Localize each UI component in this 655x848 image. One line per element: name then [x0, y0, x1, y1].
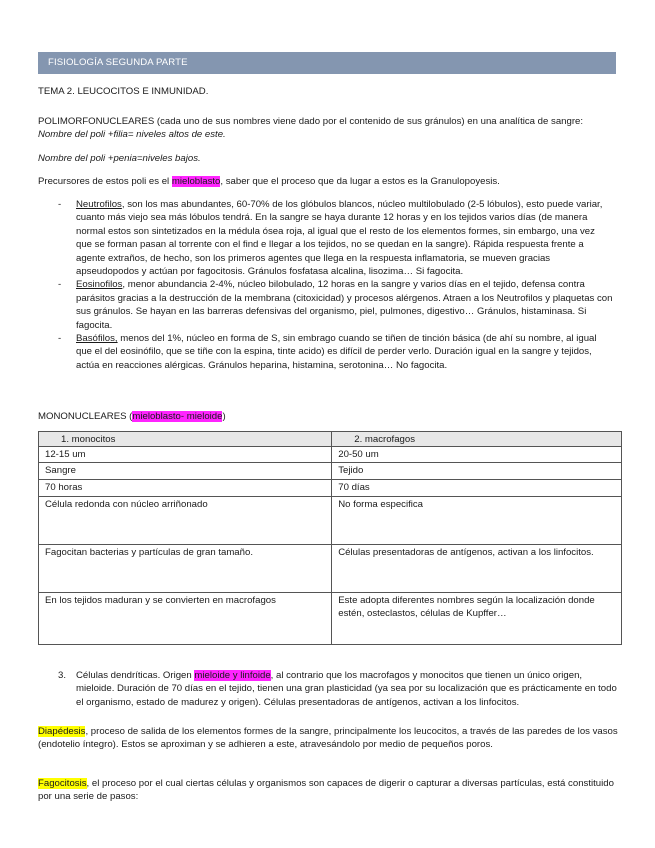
eosinofilos-term: Eosinofilos: [76, 279, 123, 291]
list-number: 3.: [58, 670, 67, 681]
penia-note: Nombre del poli +penia=niveles bajos.: [38, 153, 201, 164]
precursores-text: Precursores de estos poli es el: [38, 176, 172, 187]
mieloide-linfoide-highlight: mieloide y linfoide: [194, 670, 271, 681]
table-header-row: [39, 432, 622, 447]
polimorfonucleares-intro: [38, 115, 618, 142]
table-cell: 70 horas: [39, 480, 332, 497]
table-cell: Sangre: [39, 463, 332, 480]
dendriticas-list-item: [58, 669, 618, 709]
mieloide-highlight: mieloblasto- mieloide: [132, 411, 223, 422]
table-cell: Tejido: [332, 463, 622, 480]
table-cell: Fagocitan bacterias y partículas de gran tamaño.: [39, 545, 332, 593]
polimorfonucleares-line: POLIMORFONUCLEARES (cada uno de sus nombres viene dado por el contenido de sus gránulos) en una analítica de sangre:: [38, 116, 584, 127]
table-row: [39, 463, 622, 480]
table-cell: 12-15 um: [39, 447, 332, 463]
table-cell: No forma especifica: [332, 497, 622, 545]
list-item-neutrofilos: - Neutrofilos, son los mas abundantes, 60-70% de los glóbulos blancos, núcleo multilobulado (2-5 lóbulos), esto puede variar, cuanto más viejo sea más lóbulos tendrá. En la sangre se haya durante 12 horas y en los tejidos varios días (de manera normal estos son sintetizados en la médula ósea roja, al igual que el resto de los elementos formes, sin embargo, una vez que se forman pasan al torrente con el find e llegar a los tejidos, no se quedan en la sangre). Rápida respuesta frente a agente extraños, de hecho, son los primeros agentes que llega en la respuesta inflamatoria, se mueven gracias apseudopodos y actúan por fagocitosis. Gránulos fosfatasa alcalina, lisozima… Si fagocita.: [58, 199, 603, 278]
neutrofilos-term: Neutrofilos: [76, 199, 122, 210]
diapedesis-term: Diapédesis: [38, 726, 86, 737]
table-row: [39, 480, 622, 497]
table-row: [39, 593, 622, 645]
table-cell: Célula redonda con núcleo arriñonado: [39, 497, 332, 545]
precursores-text-end: , saber que el proceso que da lugar a estos es la Granulopoyesis.: [220, 176, 500, 187]
table-row: [39, 497, 622, 545]
granulocyte-list: [58, 198, 613, 372]
mononucleares-table: [38, 431, 622, 645]
fagocitosis-term: Fagocitosis: [38, 778, 87, 789]
dendriticas-text: Células dendríticas. Origen mieloide y linfoide, al contrario que los macrofagos y monocitos que tienen un único origen, mieloide. Duración de 70 días en el tejido, tienen una gran plasticidad (ya sea por su localización que es prácticamente en todo el organismo, estado de madurez y origen). Células presentadoras de antígenos, activan a los linfocitos.: [76, 670, 617, 708]
document-header-bar: [38, 52, 616, 74]
table-cell: 70 días: [332, 480, 622, 497]
table-cell: Células presentadoras de antígenos, activan a los linfocitos.: [332, 545, 622, 593]
table-cell: Este adopta diferentes nombres según la localización donde estén, osteclastos, células de Kupffer…: [332, 593, 622, 645]
table-cell: En los tejidos maduran y se convierten en macrofagos: [39, 593, 332, 645]
basofilos-text: menos del 1%, núcleo en forma de S, sin embrago cuando se tiñen de tinción básica (de ahí su nombre, al igual que el del eosinófilo, que se tiñe con la espina, tinte acido) es difícil de perder verlo. Duración igual en la sangre y tejidos, actúa en reacciones alérgicas. Gránulos heparina, histamina, serotonina… No fagocita.: [76, 333, 597, 371]
eosinofilos-text: , menor abundancia 2-4%, núcleo bilobulado, 12 horas en la sangre y varios días en el tejido, defensa contra parásitos gracias a la destrucción de la membrana (citoxicidad) y procesos alérgenos. Atraen a los Neutrofilos y plaquetas con sus gránulos. Se hayan en las barreras defensivas del organismo, piel, pulmones, digestivo… Gránulos, histaminasa. Si fagocita.: [76, 279, 613, 331]
table-row: [39, 447, 622, 463]
table-cell: 20-50 um: [332, 447, 622, 463]
fagocitosis-text: , el proceso por el cual ciertas células y organismos son capaces de digerir o capturar a diversas partículas, está constituido por una serie de pasos:: [38, 778, 614, 803]
document-header-title: FISIOLOGÍA SEGUNDA PARTE: [48, 57, 188, 68]
header-monocitos: 1. monocitos: [39, 432, 332, 447]
header-macrofagos: 2. macrofagos: [332, 432, 622, 447]
diapedesis-text: , proceso de salida de los elementos formes de la sangre, principalmente los leucocitos, a través de las paredes de los vasos (endotelio íntegro). Estos se aproximan y se adhieren a este, atravesándolo por medio de pequeños poros.: [38, 726, 618, 751]
neutrofilos-text: , son los mas abundantes, 60-70% de los glóbulos blancos, núcleo multilobulado (2-5 lóbulos), esto puede variar, cuanto más viejo sea más lóbulos tendrá. En la sangre se haya durante 12 horas y en los tejidos varios días (de manera normal estos son sintetizados en la médula ósea roja, al igual que el resto de los elementos formes, sin embargo, una vez que se forman pasan al torrente con el find e llegar a los tejidos, no se quedan en la sangre). Rápida respuesta frente a agente extraños, de hecho, son los primeros agentes que llega en la respuesta inflamatoria, se mueven gracias apseudopodos y actúan por fagocitosis. Gránulos fosfatasa alcalina, lisozima… Si fagocita.: [76, 199, 603, 278]
filia-note: Nombre del poli +filia= niveles altos de este.: [38, 129, 226, 141]
mononucleares-title: MONONUCLEARES (mieloblasto- mieloide): [38, 411, 226, 422]
precursores-paragraph: [38, 175, 618, 188]
basofilos-term: Basófilos,: [76, 333, 118, 345]
topic-title: TEMA 2. LEUCOCITOS E INMUNIDAD.: [38, 86, 209, 97]
list-item-basofilos: - Basófilos, menos del 1%, núcleo en forma de S, sin embrago cuando se tiñen de tinción básica (de ahí su nombre, al igual que el del eosinófilo, que se tiñe con la espina, tinte acido) es difícil de perder verlo. Duración igual en la sangre y tejidos, actúa en reacciones alérgicas. Gránulos heparina, histamina, serotonina… No fagocita.: [58, 333, 597, 371]
table-row: [39, 545, 622, 593]
mieloblasto-highlight: mieloblasto: [171, 176, 221, 187]
list-item-eosinofilos: - Eosinofilos, menor abundancia 2-4%, núcleo bilobulado, 12 horas en la sangre y varios días en el tejido, defensa contra parásitos gracias a la destrucción de la membrana (citoxicidad) y procesos alérgenos. Atraen a los Neutrofilos y plaquetas con sus gránulos. Se hayan en las barreras defensivas del organismo, piel, pulmones, digestivo… Gránulos, histaminasa. Si fagocita.: [58, 279, 613, 331]
fagocitosis-paragraph: [38, 777, 618, 804]
diapedesis-paragraph: [38, 725, 618, 752]
